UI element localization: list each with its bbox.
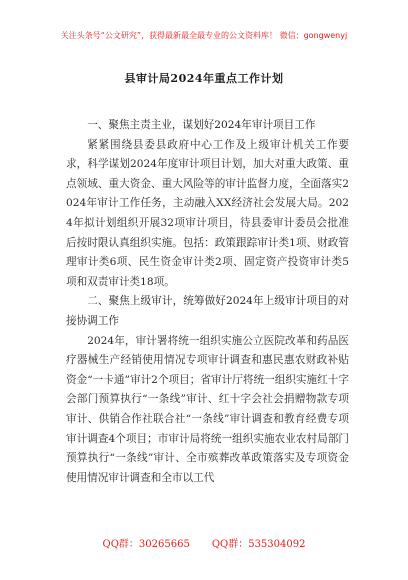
qq-group-2: QQ群：535304092 bbox=[211, 539, 306, 550]
document-title: 县审计局2024年重点工作计划 bbox=[124, 72, 284, 85]
section-paragraph-1: 紧紧围绕县委县政府中心工作及上级审计机关工作要求，科学谋划2024年度审计项目计划，加大对重大政策、重点领域、重大资金、重大风险等的审计监督力度，全面落实2024年审计工作任务，主动融入XX经济社会发展大局。2024年拟计划组织开展32项审计项目，待县委审计委员会批准后按时限认真组织实施。包括：政策跟踪审计类1项、财政管理审计类6项、民生资金审计类2项、固定资产投资审计类5项和双责审计类18项。 bbox=[66, 138, 349, 288]
section-paragraph-2: 2024年，审计署将统一组织实施公立医院改革和药品医疗器械生产经销使用情况专项审计调查和惠民惠农财政补贴资金“一卡通”审计2个项目；省审计厅将统一组织实施红十字会部门预算执行“一条线”审计、红十字会社会捐赠物款专项审计、供销合作社联合社“一条线”审计调查和教育经费专项审计调查4个项目；市审计局将统一组织实施农业农村局部门预算执行“一条线”审计、全市殡葬改革政策落实及专项资金使用情况审计调查和全市以工代 bbox=[66, 334, 349, 484]
section-heading-2: 二、聚焦上级审计，统筹做好2024年上级审计项目的对接协调工作 bbox=[66, 295, 349, 327]
top-banner: 关注头条号“公文研究”，获得最新最全最专业的公文资料库！ 微信：gongwenyj bbox=[60, 31, 348, 40]
qq-group-1: QQ群：30265665 bbox=[102, 539, 190, 550]
document-body bbox=[66, 116, 349, 488]
section-heading-1: 一、聚焦主责主业，谋划好2024年审计项目工作 bbox=[87, 119, 316, 131]
bottom-banner bbox=[0, 535, 408, 550]
